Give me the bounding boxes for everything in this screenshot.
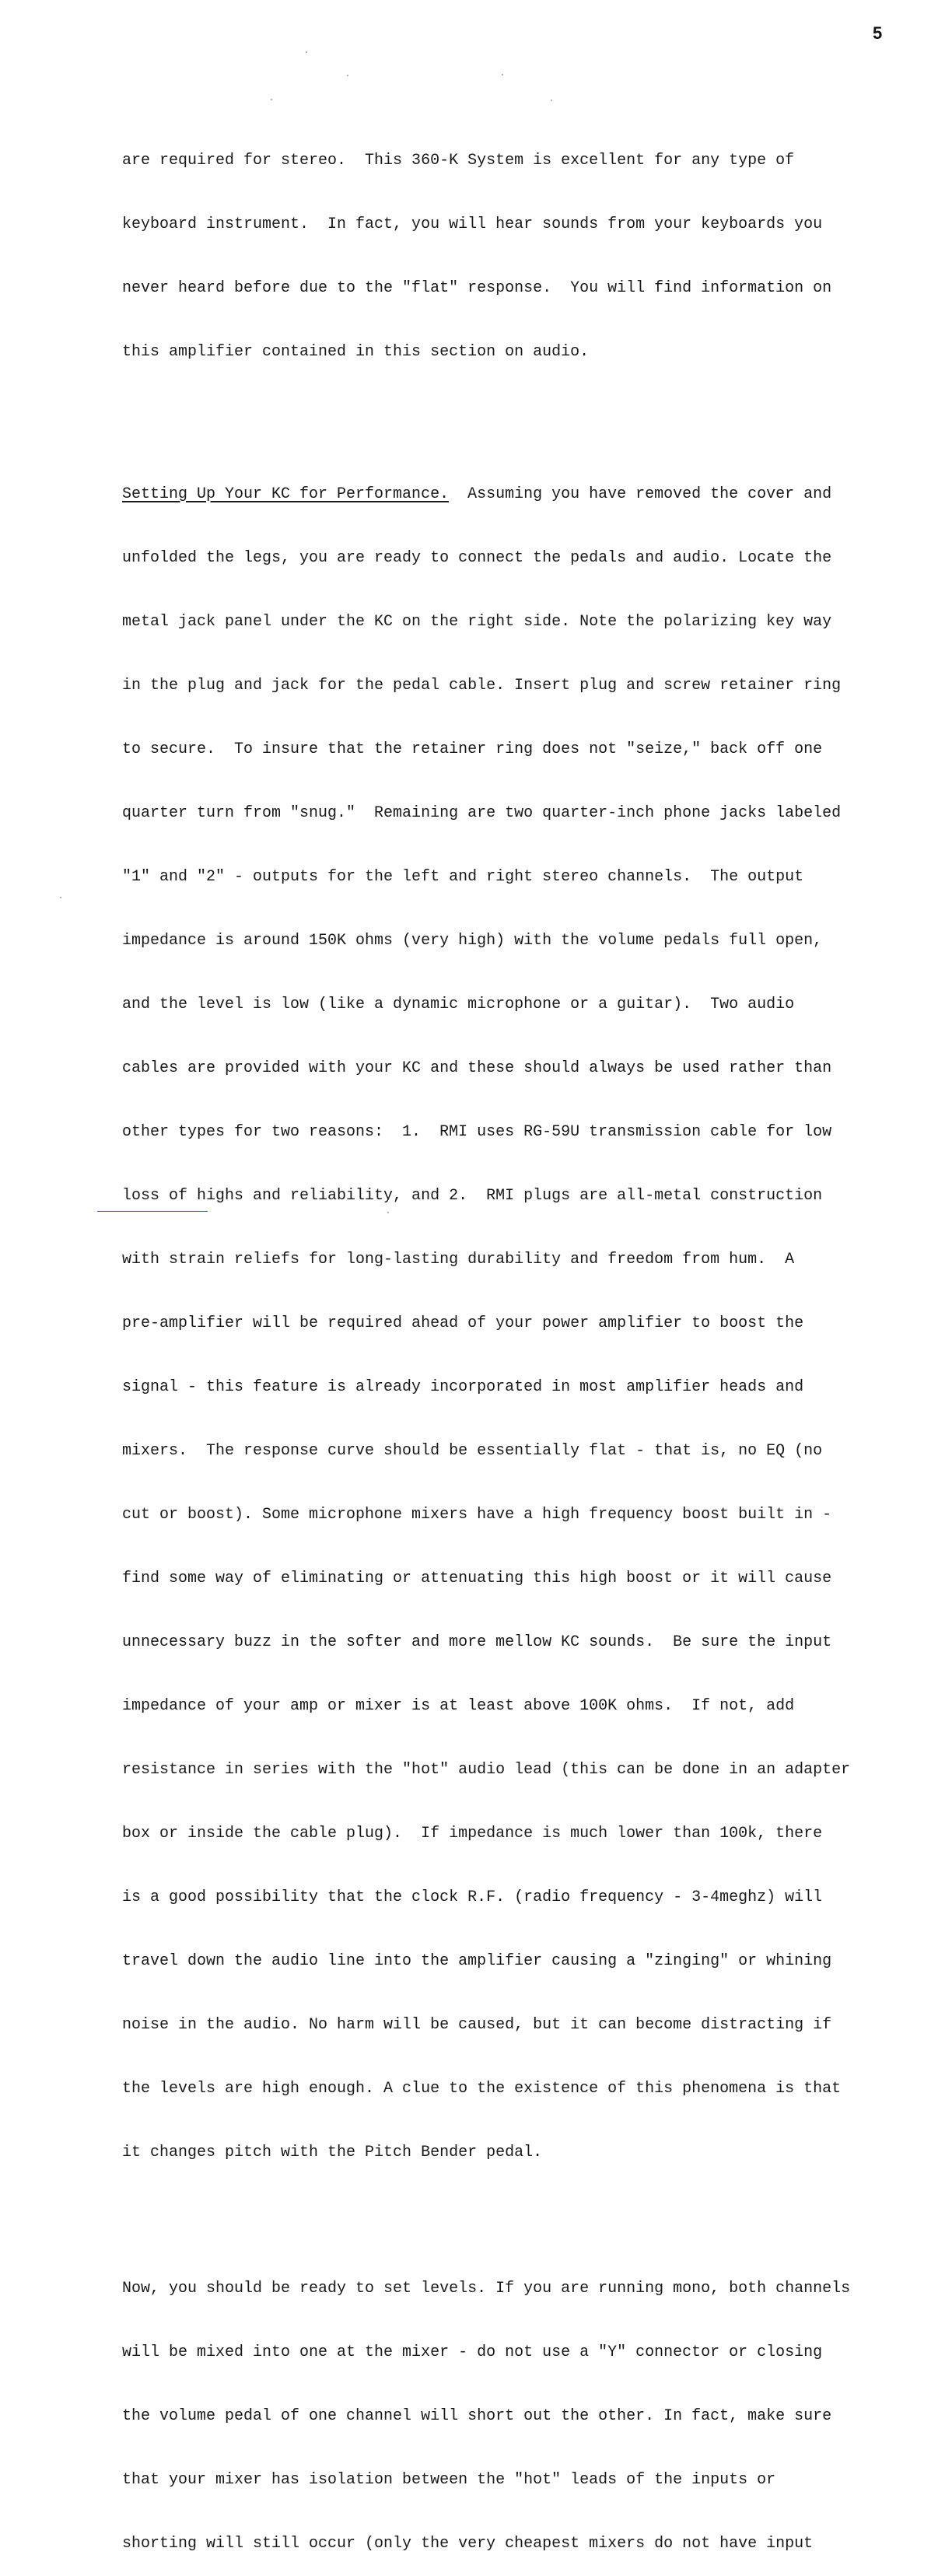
text-line: impedance of your amp or mixer is at least above 100K ohms. If not, add (122, 1696, 795, 1715)
text-line: is a good possibility that the clock R.F. (radio frequency - 3-4meghz) will (122, 1888, 823, 1906)
paragraph-gap (122, 420, 845, 427)
scan-speck (60, 897, 61, 898)
text-line: that your mixer has isolation between the "hot" leads of the inputs or (122, 2471, 776, 2489)
text-line: other types for two reasons: 1. RMI uses RG-59U transmission cable for low (122, 1122, 832, 1141)
text-line: cut or boost). Some microphone mixers have a high frequency boost built in - (122, 1505, 832, 1524)
text-line: loss of highs and reliability, and 2. RMI plugs are all-metal construction (122, 1186, 823, 1205)
text-line: the volume pedal of one channel will short out the other. In fact, make sure (122, 2407, 832, 2425)
text-line: travel down the audio line into the amplifier causing a "zinging" or whining (122, 1951, 832, 1970)
text-line: box or inside the cable plug). If impedance is much lower than 100k, there (122, 1824, 823, 1843)
text-line: unnecessary buzz in the softer and more mellow KC sounds. Be sure the input (122, 1633, 832, 1651)
text-line: Now, you should be ready to set levels. If you are running mono, both channels (122, 2280, 851, 2298)
footnote-rule (97, 1211, 208, 1212)
text-line: will be mixed into one at the mixer - do not use a "Y" connector or closing (122, 2343, 823, 2361)
text-line: keyboard instrument. In fact, you will hear sounds from your keyboards you (122, 215, 823, 233)
text-line: are required for stereo. This 360-K System is excellent for any type of (122, 152, 795, 170)
scan-speck (347, 75, 348, 76)
page-number: 5 (873, 23, 883, 43)
text-line: signal - this feature is already incorporated in most amplifier heads and (122, 1377, 804, 1396)
text-line: pre-amplifier will be required ahead of your power amplifier to boost the (122, 1314, 804, 1332)
text-line: "1" and "2" - outputs for the left and right stereo channels. The output (122, 867, 804, 886)
scan-speck (502, 74, 503, 75)
text-line: to secure. To insure that the retainer ring does not "seize," back off one (122, 740, 823, 758)
text-line: resistance in series with the "hot" audio lead (this can be done in an adapter (122, 1760, 851, 1779)
text-line: never heard before due to the "flat" response. You will find information on (122, 279, 832, 297)
text-line: it changes pitch with the Pitch Bender pedal. (122, 2143, 543, 2161)
section-heading: Setting Up Your KC for Performance. (122, 485, 450, 503)
text-line: unfolded the legs, you are ready to connect the pedals and audio. Locate the (122, 548, 832, 567)
text-line: mixers. The response curve should be essentially flat - that is, no EQ (no (122, 1441, 823, 1460)
text-line: this amplifier contained in this section on audio. (122, 343, 590, 361)
heading-line-text: Assuming you have removed the cover and (449, 485, 832, 503)
text-line: find some way of eliminating or attenuating this high boost or it will cause (122, 1569, 832, 1587)
text-line: shorting will still occur (only the very cheapest mixers do not have input (122, 2535, 814, 2553)
heading-line (122, 481, 845, 509)
text-line: and the level is low (like a dynamic microphone or a guitar). Two audio (122, 995, 795, 1013)
scan-speck (271, 99, 272, 100)
text-line: metal jack panel under the KC on the right side. Note the polarizing key way (122, 612, 832, 631)
scan-speck (551, 100, 552, 101)
text-line: noise in the audio. No harm will be caused, but it can become distracting if (122, 2015, 832, 2034)
text-line: cables are provided with your KC and these should always be used rather than (122, 1059, 832, 1077)
text-line: the levels are high enough. A clue to the existence of this phenomena is that (122, 2079, 842, 2098)
text-line: in the plug and jack for the pedal cable. Insert plug and screw retainer ring (122, 676, 842, 695)
text-line: with strain reliefs for long-lasting durability and freedom from hum. A (122, 1250, 795, 1269)
body-text (122, 111, 851, 2576)
paragraph-gap (122, 2221, 845, 2222)
text-line: quarter turn from "snug." Remaining are two quarter-inch phone jacks labeled (122, 803, 842, 822)
scan-speck (387, 1212, 389, 1213)
scan-speck (306, 51, 307, 53)
text-line: impedance is around 150K ohms (very high) with the volume pedals full open, (122, 931, 823, 950)
